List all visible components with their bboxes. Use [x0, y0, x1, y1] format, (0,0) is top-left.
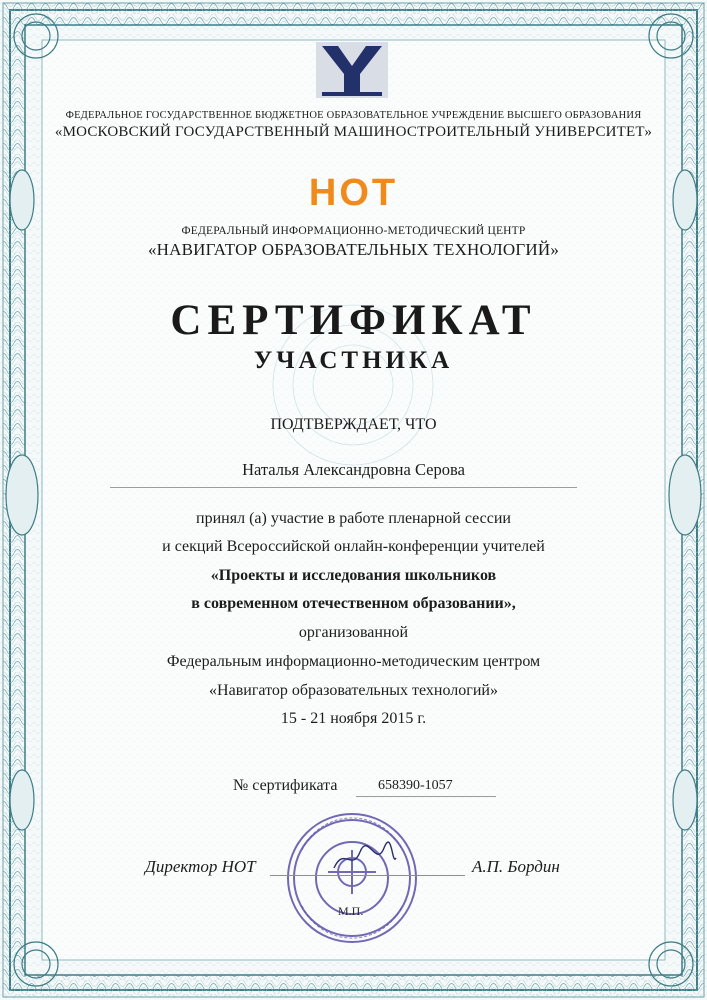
certificate-number-label: № сертификата [233, 777, 338, 794]
institution-type: ФЕДЕРАЛЬНОЕ ГОСУДАРСТВЕННОЕ БЮДЖЕТНОЕ ОБРАЗОВАТЕЛЬНОЕ УЧРЕЖДЕНИЕ ВЫСШЕГО ОБРАЗОВАНИЯ [65, 110, 642, 121]
director-title: Директор НОТ [145, 857, 256, 876]
center-name: «НАВИГАТОР ОБРАЗОВАТЕЛЬНЫХ ТЕХНОЛОГИЙ» [147, 240, 560, 259]
certificate-number-value: 658390-1057 [378, 778, 453, 793]
event-dates: 15 - 21 ноября 2015 г. [280, 710, 427, 727]
university-name: «МОСКОВСКИЙ ГОСУДАРСТВЕННЫЙ МАШИНОСТРОИТЕЛЬНЫЙ УНИВЕРСИТЕТ» [54, 124, 653, 140]
body-line: и секций Всероссийской онлайн-конференции учителей [162, 538, 545, 555]
body-line: организованной [298, 624, 409, 641]
body-line: принял (а) участие в работе пленарной сессии [196, 510, 511, 527]
center-type: ФЕДЕРАЛЬНЫЙ ИНФОРМАЦИОННО-МЕТОДИЧЕСКИЙ ЦЕНТР [181, 225, 526, 237]
official-stamp [282, 808, 422, 948]
certificate-subtitle: УЧАСТНИКА [253, 347, 454, 374]
not-logo: НОТ [308, 172, 399, 214]
confirms-label: ПОДТВЕРЖДАЕТ, ЧТО [270, 416, 437, 433]
conference-title-line: в современном отечественном образовании», [191, 595, 516, 612]
stamp-mp: М.П. [338, 904, 364, 918]
signer-name: А.П. Бордин [472, 857, 560, 876]
number-underline [356, 796, 496, 797]
body-line: Федеральным информационно-методическим центром [166, 653, 541, 670]
recipient-name: Наталья Александровна Серова [242, 460, 465, 479]
name-underline [110, 487, 577, 488]
signature-mark [330, 838, 400, 878]
conference-title-line: «Проекты и исследования школьников [210, 567, 497, 584]
body-line: «Навигатор образовательных технологий» [209, 682, 498, 699]
university-logo [316, 42, 388, 98]
certificate-title: СЕРТИФИКАТ [170, 297, 537, 344]
